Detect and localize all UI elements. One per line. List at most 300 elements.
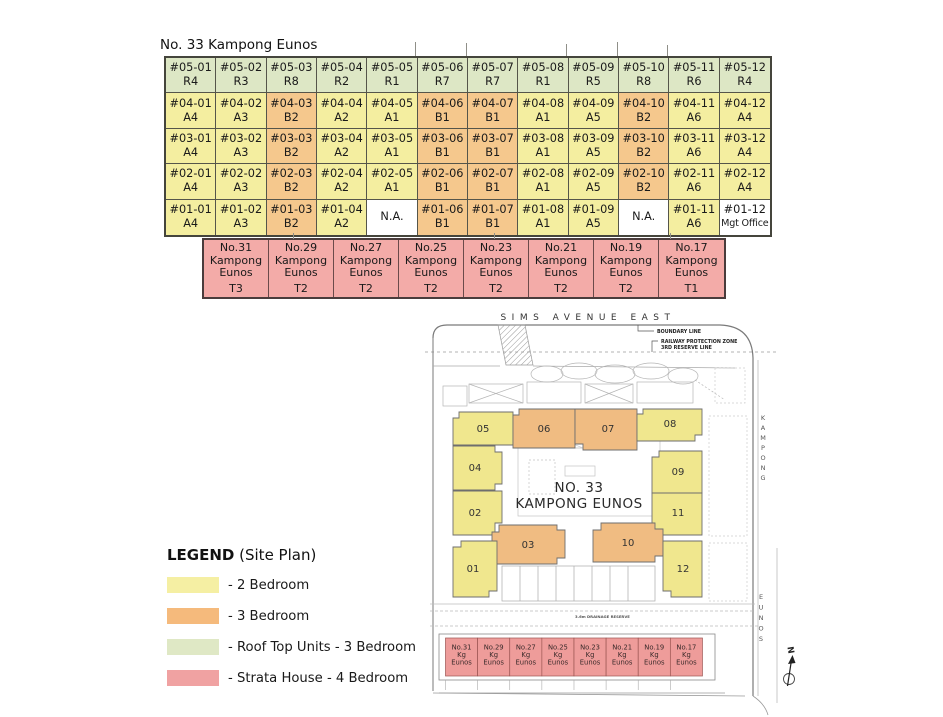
unit-cell (720, 93, 770, 128)
unit-type: A5 (585, 145, 601, 159)
unit-cell (619, 164, 669, 199)
strata-house-cells (446, 638, 703, 690)
unit-type: A5 (585, 217, 601, 231)
unit-number: #04-09 (572, 96, 615, 110)
unit-number: #04-11 (672, 96, 716, 110)
unit-number: #03-12 (723, 131, 766, 145)
unit-type: A5 (585, 181, 601, 195)
unit-cell (720, 58, 770, 93)
legend-label: - 3 Bedroom (228, 608, 310, 624)
unit-type: A3 (233, 217, 249, 231)
unit-type: B1 (434, 181, 450, 195)
strata-cell-line: Kampong (665, 253, 718, 267)
strata-cell (399, 240, 464, 297)
unit-type: A1 (535, 181, 551, 195)
street-letter: P (761, 444, 765, 452)
unit-number: #03-10 (622, 131, 665, 145)
strata-cell-line: Eunos (284, 266, 318, 279)
unit-number: #01-03 (270, 203, 313, 217)
unit-number: #03-03 (270, 131, 313, 145)
unit-type: A1 (535, 217, 551, 231)
unit-cell (367, 164, 417, 199)
unit-number: #05-02 (219, 61, 263, 75)
unit-number: #04-05 (370, 96, 414, 110)
strata-cell-line: No.17 (675, 241, 708, 254)
drainage-label: 3.6m DRAINAGE RESERVE (575, 614, 630, 619)
legend-label: - 2 Bedroom (228, 577, 310, 593)
strata-house-label: Kg (585, 651, 595, 659)
unit-type: R6 (686, 75, 702, 89)
unit-number: #03-05 (370, 131, 414, 145)
site-plan-drawing (425, 308, 815, 717)
reserve-label: 3RD RESERVE LINE (661, 346, 712, 351)
unit-cell (518, 164, 568, 199)
strata-house-label: Eunos (483, 658, 504, 667)
street-letter: K (760, 414, 766, 422)
unit-type: A1 (384, 181, 400, 195)
railway-label: RAILWAY PROTECTION ZONE (661, 340, 738, 345)
unit-cell (418, 58, 468, 93)
unit-number: #03-08 (521, 131, 565, 145)
strata-house-label: No.29 (483, 643, 504, 652)
legend-title-rest: (Site Plan) (234, 546, 317, 564)
strata-cell-line: Eunos (609, 266, 643, 279)
strata-house-label: No.17 (676, 643, 697, 652)
strata-cell-line: Kampong (599, 253, 653, 267)
strata-cell-type: T1 (684, 281, 699, 295)
legend-title (167, 546, 457, 564)
unit-type: A4 (737, 145, 753, 159)
unit-cell (216, 129, 266, 164)
street-letter: N (760, 464, 766, 472)
unit-cell (317, 129, 367, 164)
unit-cell (720, 200, 770, 235)
strata-cell (594, 240, 659, 297)
building-label: 11 (671, 508, 685, 519)
strata-house-label: Eunos (611, 658, 633, 667)
legend-swatch (167, 608, 219, 624)
unit-cell (317, 58, 367, 93)
legend-swatch (167, 639, 219, 655)
unit-number: #05-06 (421, 61, 464, 75)
strata-cell-type: T2 (554, 281, 568, 295)
building-label: 01 (466, 564, 480, 575)
unit-number: #02-08 (521, 167, 565, 181)
scan-artifact-line (617, 42, 618, 56)
legend (167, 546, 457, 686)
unit-type: R1 (535, 75, 551, 89)
strata-cell-line: Eunos (544, 266, 578, 279)
strata-cell-line: Eunos (674, 266, 709, 279)
strata-cell-line: Eunos (219, 266, 253, 279)
unit-type: B1 (434, 217, 450, 231)
building-label: 05 (476, 424, 490, 435)
strata-cell-line: Kampong (339, 253, 393, 267)
unit-cell (166, 129, 216, 164)
unit-number: #05-07 (471, 61, 514, 75)
unit-cell (669, 129, 719, 164)
unit-number: #03-11 (672, 131, 716, 145)
strata-house-label: Kg (489, 651, 499, 659)
strata-cell-line: No.31 (219, 241, 253, 254)
unit-type: B1 (485, 145, 501, 159)
unit-number: N.A. (632, 210, 656, 224)
unit-cell (216, 200, 266, 235)
unit-cell (518, 129, 568, 164)
unit-number: #04-08 (521, 96, 565, 110)
unit-type: R7 (485, 75, 501, 89)
street-letter: O (760, 454, 766, 462)
unit-type: R8 (636, 75, 652, 89)
unit-type: A6 (686, 110, 702, 124)
strata-cell-line: No.27 (349, 241, 383, 254)
unit-type: B1 (485, 110, 501, 124)
unit-type: A5 (585, 110, 601, 124)
strata-cell (659, 240, 724, 297)
unit-cell (418, 93, 468, 128)
unit-cell (166, 93, 216, 128)
legend-label: - Roof Top Units - 3 Bedroom (228, 639, 417, 655)
unit-cell (166, 200, 216, 235)
unit-cell (367, 129, 417, 164)
unit-cell (166, 58, 216, 93)
unit-cell (569, 129, 619, 164)
building-label: 09 (671, 467, 685, 478)
unit-cell (317, 200, 367, 235)
unit-number: #01-11 (672, 203, 716, 217)
unit-type: A2 (334, 181, 350, 195)
strata-cell-type: T2 (424, 281, 438, 295)
unit-type: A3 (233, 110, 249, 124)
unit-number: #05-11 (672, 61, 716, 75)
unit-type: R2 (334, 75, 350, 89)
strata-house-label: No.19 (644, 643, 665, 652)
unit-number: #05-01 (169, 61, 212, 75)
strata-house-label: Eunos (515, 658, 537, 667)
unit-number: #04-12 (723, 96, 766, 110)
unit-type: R5 (585, 75, 601, 89)
strata-house-label: Kg (617, 651, 627, 659)
unit-type: A1 (384, 110, 400, 124)
unit-type: B2 (636, 145, 652, 159)
strata-house-label: Kg (457, 651, 466, 659)
unit-cell (720, 129, 770, 164)
unit-cell (720, 164, 770, 199)
unit-type: Mgt Office (721, 218, 769, 230)
unit-number: #02-03 (270, 167, 313, 181)
unit-cell (619, 58, 669, 93)
north-arrow-icon (784, 646, 796, 686)
strata-cell-line: Eunos (414, 266, 448, 279)
unit-cell (669, 93, 719, 128)
unit-number: #01-12 (723, 203, 766, 217)
unit-number: #02-11 (672, 167, 716, 181)
unit-cell (267, 200, 317, 235)
unit-number: #05-04 (320, 61, 363, 75)
unit-type: A6 (686, 217, 702, 231)
unit-cell (518, 58, 568, 93)
unit-floor-table (164, 56, 772, 237)
strata-cell-line: No.29 (284, 241, 318, 254)
strata-house-label: No.21 (612, 643, 633, 652)
bottom-podium (502, 566, 655, 601)
legend-item (167, 670, 457, 686)
unit-type: B2 (283, 110, 299, 124)
unit-number: #04-01 (169, 96, 212, 110)
strata-cell (464, 240, 529, 297)
unit-type: B2 (283, 217, 299, 231)
unit-cell (267, 93, 317, 128)
unit-type: A6 (686, 145, 702, 159)
unit-cell (468, 164, 518, 199)
unit-number: #01-06 (421, 203, 464, 217)
boundary-label-leader (638, 325, 654, 331)
strata-house-label: Eunos (643, 658, 665, 667)
unit-cell (267, 58, 317, 93)
street-label-eunos (758, 593, 763, 643)
unit-cell (468, 58, 518, 93)
strata-cell (269, 240, 334, 297)
unit-number: #03-02 (219, 131, 263, 145)
strata-cell-type: T2 (294, 281, 308, 295)
unit-type: B1 (434, 110, 450, 124)
unit-number: #03-06 (421, 131, 464, 145)
strata-cell-line: Kampong (274, 253, 328, 267)
strata-house-label: Eunos (676, 658, 697, 667)
unit-number: #05-03 (270, 61, 313, 75)
unit-cell (267, 129, 317, 164)
street-letter: M (760, 434, 766, 442)
street-letter: G (760, 474, 766, 482)
strata-house-label: No.23 (580, 643, 601, 652)
legend-title-bold: LEGEND (167, 546, 235, 564)
strata-cell-line: Eunos (349, 266, 383, 279)
building-label: 06 (537, 424, 551, 435)
entrance-driveway-hatch (498, 325, 533, 365)
strata-cell-line: No.19 (609, 241, 643, 254)
strata-cell (334, 240, 399, 297)
strata-cell-type: T3 (229, 281, 243, 295)
strata-cell-line: Kampong (209, 253, 263, 267)
unit-type: A2 (334, 110, 350, 124)
strata-cell-line: No.21 (544, 241, 578, 254)
strata-cell-line: No.25 (414, 241, 448, 254)
street-letter: O (758, 624, 764, 633)
unit-cell (216, 164, 266, 199)
strata-house-label: Eunos (547, 658, 569, 667)
unit-type: A4 (183, 217, 199, 231)
unit-number: #03-01 (169, 131, 212, 145)
building-label: 02 (468, 508, 482, 519)
strata-house-label: Kg (649, 651, 659, 659)
unit-type: A2 (334, 145, 350, 159)
boundary-bottom (433, 693, 745, 696)
plan-center-title-line1: NO. 33 (554, 480, 604, 496)
street-letter: E (758, 593, 764, 601)
strata-house-table (202, 238, 726, 299)
unit-number: #04-06 (421, 96, 464, 110)
scan-artifact-line (670, 233, 671, 239)
unit-type: A3 (233, 181, 249, 195)
unit-cell (317, 164, 367, 199)
unit-cell (619, 93, 669, 128)
street-label-sims-avenue-east: SIMS AVENUE EAST (500, 313, 676, 323)
building-label: 12 (676, 564, 690, 575)
strata-house-label: Eunos (451, 658, 472, 667)
unit-number: #03-07 (471, 131, 514, 145)
unit-number: #04-02 (219, 96, 263, 110)
unit-number: #03-09 (572, 131, 615, 145)
unit-cell (216, 58, 266, 93)
unit-type: A2 (334, 217, 350, 231)
unit-number: #01-01 (169, 203, 212, 217)
unit-type: R8 (283, 75, 299, 89)
unit-cell (569, 200, 619, 235)
unit-number: #04-03 (270, 96, 313, 110)
unit-number: #02-10 (622, 167, 665, 181)
unit-cell (518, 200, 568, 235)
unit-number: #01-02 (219, 203, 263, 217)
strata-cell-line: Kampong (469, 253, 523, 267)
strata-house-label: Kg (553, 651, 563, 659)
unit-cell (216, 93, 266, 128)
unit-type: A4 (183, 145, 199, 159)
building-label: 08 (663, 419, 677, 430)
scan-artifact-line (293, 233, 294, 239)
legend-item (167, 639, 457, 655)
legend-swatch (167, 670, 219, 686)
strata-cell-line: Kampong (404, 253, 458, 267)
unit-cell (418, 129, 468, 164)
railway-label-leader (652, 341, 658, 352)
plan-center-title-line2: KAMPONG EUNOS (515, 496, 643, 512)
strata-house-label: Eunos (579, 658, 601, 667)
unit-number: #02-05 (370, 167, 414, 181)
building-label: 10 (621, 538, 635, 549)
unit-cell (569, 93, 619, 128)
street-label-kampong (760, 414, 766, 482)
unit-number: #02-06 (421, 167, 464, 181)
strata-cell (529, 240, 594, 297)
unit-cell (569, 164, 619, 199)
unit-cell (166, 164, 216, 199)
unit-number: #01-08 (521, 203, 565, 217)
unit-cell (468, 200, 518, 235)
unit-type: R1 (384, 75, 400, 89)
unit-type: A6 (686, 181, 702, 195)
unit-cell (367, 200, 417, 235)
strata-house-label: Kg (682, 651, 691, 659)
unit-number: #02-09 (572, 167, 615, 181)
unit-type: B2 (283, 145, 299, 159)
unit-type: B2 (636, 181, 652, 195)
unit-cell (418, 164, 468, 199)
unit-cell (518, 93, 568, 128)
scan-artifact-line (415, 42, 416, 56)
unit-cell (619, 129, 669, 164)
unit-number: #02-01 (169, 167, 212, 181)
strata-cell-type: T2 (359, 281, 373, 295)
unit-type: A4 (737, 181, 753, 195)
strata-house-label: Kg (521, 651, 531, 659)
unit-cell (468, 129, 518, 164)
strata-house-label: No.27 (515, 643, 536, 652)
unit-type: B2 (636, 110, 652, 124)
unit-cell (317, 93, 367, 128)
unit-type: B1 (434, 145, 450, 159)
street-letter: A (760, 424, 766, 432)
strata-cell-type: T2 (619, 281, 633, 295)
unit-cell (267, 164, 317, 199)
unit-number: #02-04 (320, 167, 363, 181)
unit-number: #03-04 (320, 131, 363, 145)
unit-type: B1 (485, 217, 501, 231)
unit-number: #05-09 (572, 61, 615, 75)
unit-cell (367, 93, 417, 128)
unit-number: #01-04 (320, 203, 363, 217)
unit-type: A1 (535, 145, 551, 159)
unit-type: R4 (737, 75, 753, 89)
unit-type: R7 (434, 75, 450, 89)
legend-items (167, 577, 457, 686)
building-label: 04 (468, 463, 482, 474)
unit-type: A3 (233, 145, 249, 159)
unit-type: R3 (233, 75, 249, 89)
svg-text:N: N (784, 645, 796, 655)
strata-cell-line: No.23 (479, 241, 513, 254)
strata-house-label: No.25 (547, 643, 568, 652)
scan-artifact-line (667, 45, 668, 56)
unit-cell (669, 200, 719, 235)
scan-artifact-line (494, 233, 495, 239)
strata-cell-type: T2 (489, 281, 503, 295)
boundary-label: BOUNDARY LINE (657, 330, 702, 335)
strata-cell-line: Eunos (479, 266, 513, 279)
unit-type: A4 (183, 110, 199, 124)
unit-cell (669, 58, 719, 93)
unit-number: #05-12 (723, 61, 766, 75)
unit-type: B1 (485, 181, 501, 195)
unit-type: A1 (535, 110, 551, 124)
unit-number: #05-05 (370, 61, 414, 75)
unit-type: A1 (384, 145, 400, 159)
unit-cell (367, 58, 417, 93)
scan-artifact-line (566, 44, 567, 56)
street-letter: N (758, 614, 764, 622)
unit-type: R4 (183, 75, 199, 89)
unit-number: #01-07 (471, 203, 514, 217)
strata-cell (204, 240, 269, 297)
unit-number: #01-09 (572, 203, 615, 217)
street-letter: U (758, 603, 764, 612)
landscape-planting (531, 363, 725, 400)
building-label: 03 (521, 540, 535, 551)
unit-number: #05-08 (521, 61, 565, 75)
scan-artifact-line (466, 43, 467, 56)
strata-cell-line: Kampong (534, 253, 588, 267)
unit-number: #05-10 (622, 61, 665, 75)
road-curve (753, 696, 768, 715)
legend-item (167, 608, 457, 624)
legend-swatch (167, 577, 219, 593)
unit-cell (468, 93, 518, 128)
legend-label: - Strata House - 4 Bedroom (228, 670, 409, 686)
unit-cell (569, 58, 619, 93)
unit-number: #04-07 (471, 96, 514, 110)
document-title: No. 33 Kampong Eunos (160, 37, 318, 53)
unit-cell (669, 164, 719, 199)
unit-type: A4 (737, 110, 753, 124)
